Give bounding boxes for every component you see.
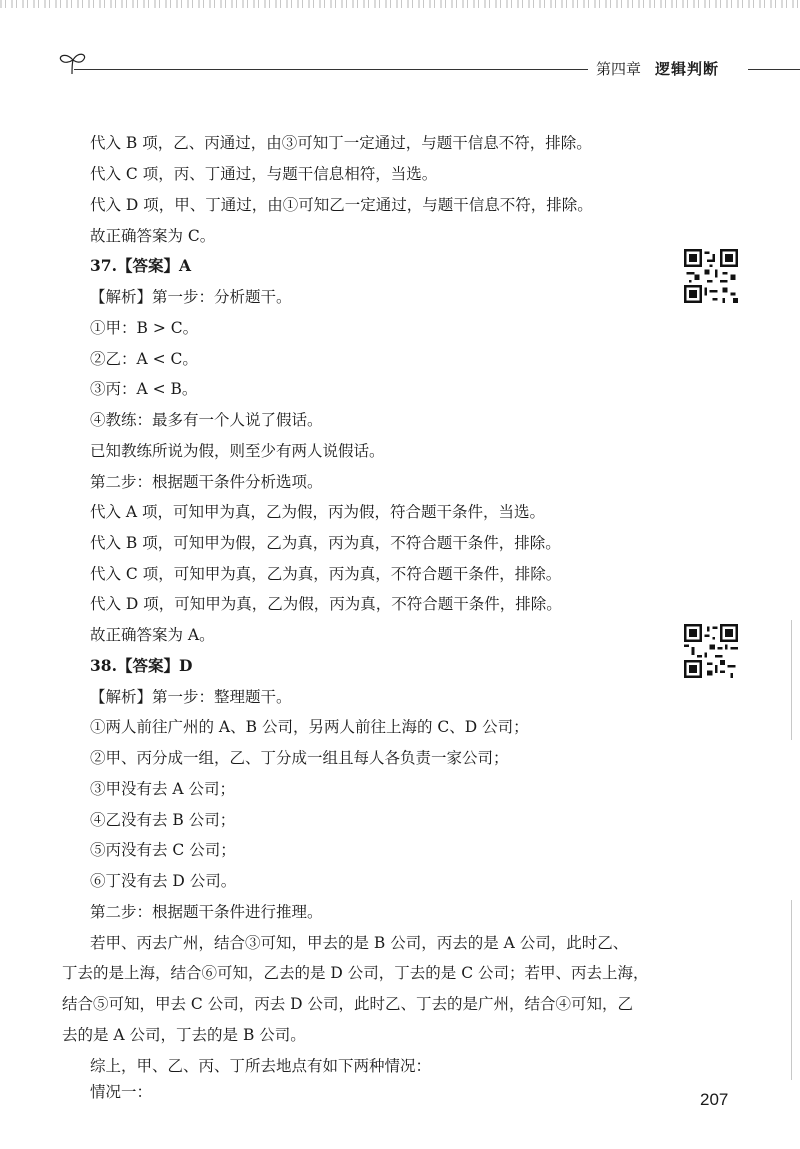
text-line: 代入 A 项，可知甲为真，乙为假，丙为假，符合题干条件，当选。 <box>90 503 546 521</box>
answer-heading-38: 38.【答案】D <box>90 656 193 675</box>
text-line: ③甲没有去 A 公司； <box>90 780 236 798</box>
chapter-heading <box>596 58 719 79</box>
answer-heading-37: 37.【答案】A <box>90 256 191 275</box>
text-line: 若甲、丙去广州，结合③可知，甲去的是 B 公司，丙去的是 A 公司，此时乙、 <box>90 934 629 952</box>
page-header <box>0 38 800 78</box>
text-line: ①两人前往广州的 A、B 公司，另两人前往上海的 C、D 公司； <box>90 718 529 736</box>
text-line: 结合⑤可知，甲去 C 公司，丙去 D 公司，此时乙、丁去的是广州，结合④可知，乙 <box>62 995 633 1013</box>
text-line: ②甲、丙分成一组，乙、丁分成一组且每人各负责一家公司； <box>90 749 509 767</box>
text-line: ④教练：最多有一个人说了假话。 <box>90 411 323 429</box>
qr-code-37[interactable] <box>684 249 738 303</box>
text-line: ④乙没有去 B 公司； <box>90 811 236 829</box>
text-line: 代入 D 项，甲、丁通过，由①可知乙一定通过，与题干信息不符，排除。 <box>90 196 593 214</box>
text-line: 代入 C 项，丙、丁通过，与题干信息相符，当选。 <box>90 165 438 183</box>
text-line: 已知教练所说为假，则至少有两人说假话。 <box>90 442 385 460</box>
text-line: ⑥丁没有去 D 公司。 <box>90 872 237 890</box>
chapter-title: 逻辑判断 <box>655 60 720 78</box>
analysis-line: 【解析】第一步：整理题干。 <box>90 688 292 706</box>
text-line: ⑤丙没有去 C 公司； <box>90 841 236 859</box>
text-line: 代入 B 项，可知甲为假，乙为真，丙为真，不符合题干条件，排除。 <box>90 534 561 552</box>
header-rule-right <box>748 69 800 70</box>
page-number: 207 <box>700 1090 729 1109</box>
text-line: 情况一： <box>90 1083 153 1101</box>
chapter-number: 第四章 <box>596 60 642 78</box>
scan-edge-mark <box>791 620 792 740</box>
text-line: 代入 B 项，乙、丙通过，由③可知丁一定通过，与题干信息不符，排除。 <box>90 134 592 152</box>
sprout-icon <box>56 48 88 76</box>
text-line: 第二步：根据题干条件进行推理。 <box>90 903 323 921</box>
text-line: ①甲：B > C。 <box>90 319 199 337</box>
text-line: 故正确答案为 C。 <box>90 227 216 245</box>
text-line: 去的是 A 公司，丁去的是 B 公司。 <box>62 1026 306 1044</box>
qr-code-38[interactable] <box>684 624 738 678</box>
text-line: 综上，甲、乙、丙、丁所去地点有如下两种情况： <box>90 1057 432 1075</box>
header-rule-left <box>74 69 588 70</box>
text-line: ③丙：A < B。 <box>90 380 198 398</box>
text-line: 第二步：根据题干条件分析选项。 <box>90 473 323 491</box>
scan-noise <box>0 0 800 8</box>
text-line: ②乙：A < C。 <box>90 350 198 368</box>
scan-edge-mark <box>791 900 792 1080</box>
analysis-line: 【解析】第一步：分析题干。 <box>90 288 292 306</box>
text-line: 代入 D 项，可知甲为真，乙为假，丙为真，不符合题干条件，排除。 <box>90 595 562 613</box>
text-line: 丁去的是上海，结合⑥可知，乙去的是 D 公司，丁去的是 C 公司；若甲、丙去上海， <box>62 964 649 982</box>
text-line: 故正确答案为 A。 <box>90 626 215 644</box>
text-line: 代入 C 项，可知甲为真，乙为真，丙为真，不符合题干条件，排除。 <box>90 565 562 583</box>
